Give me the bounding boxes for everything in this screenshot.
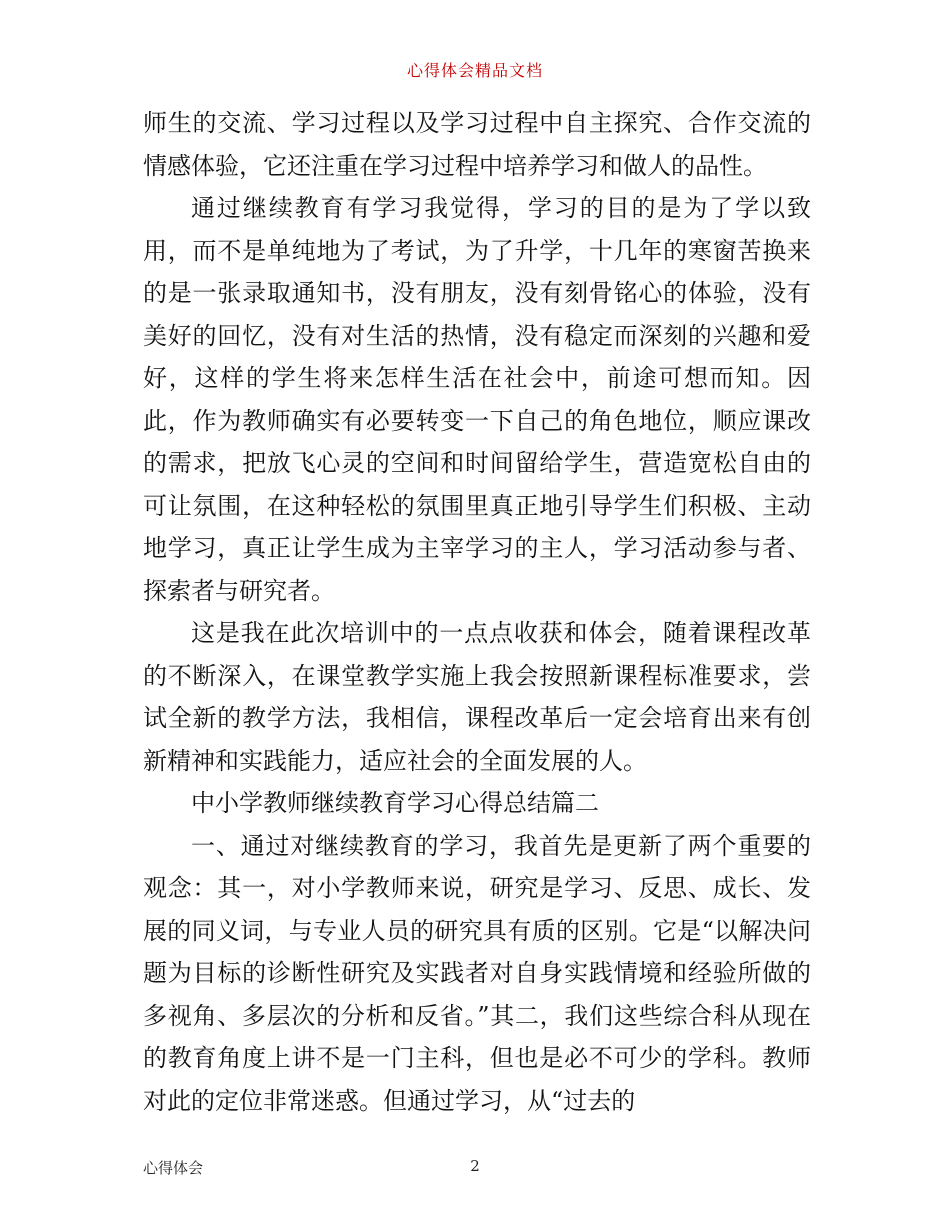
paragraph-continuation: 师生的交流、学习过程以及学习过程中自主探究、合作交流的情感体验，它还注重在学习过程中培养学习和做人的品性。 [143,109,811,180]
document-body [143,102,811,1122]
document-header-title: 心得体会精品文档 [406,61,543,80]
paragraph: 这是我在此次培训中的一点点收获和体会，随着课程改革的不断深入，在课堂教学实施上我会按照新课程标准要求，尝试全新的教学方法，我相信，课程改革后一定会培育出来有创新精神和实践能力，适应社会的全面发展的人。 [143,619,811,775]
page-number: 2 [470,1157,480,1175]
section-heading: 中小学教师继续教育学习心得总结篇二 [191,789,599,817]
footer-label: 心得体会 [143,1159,204,1177]
paragraph: 一、通过对继续教育的学习，我首先是更新了两个重要的观念：其一，对小学教师来说，研究是学习、反思、成长、发展的同义词，与专业人员的研究具有质的区别。它是“以解决问题为目标的诊断性研究及实践者对自身实践情境和经验所做的多视角、多层次的分析和反省。”其二，我们这些综合科从现在的教育角度上讲不是一门主科，但也是必不可少的学科。教师对此的定位非常迷惑。但通过学习，从“过去的 [143,831,811,1115]
paragraph: 通过继续教育有学习我觉得，学习的目的是为了学以致用，而不是单纯地为了考试，为了升学，十几年的寒窗苦换来的是一张录取通知书，没有朋友，没有刻骨铭心的体验，没有美好的回忆，没有对生活的热情，没有稳定而深刻的兴趣和爱好，这样的学生将来怎样生活在社会中，前途可想而知。因此，作为教师确实有必要转变一下自己的角色地位，顺应课改的需求，把放飞心灵的空间和时间留给学生，营造宽松自由的可让氛围，在这种轻松的氛围里真正地引导学生们积极、主动地学习，真正让学生成为主宰学习的主人，学习活动参与者、探索者与研究者。 [143,194,811,605]
